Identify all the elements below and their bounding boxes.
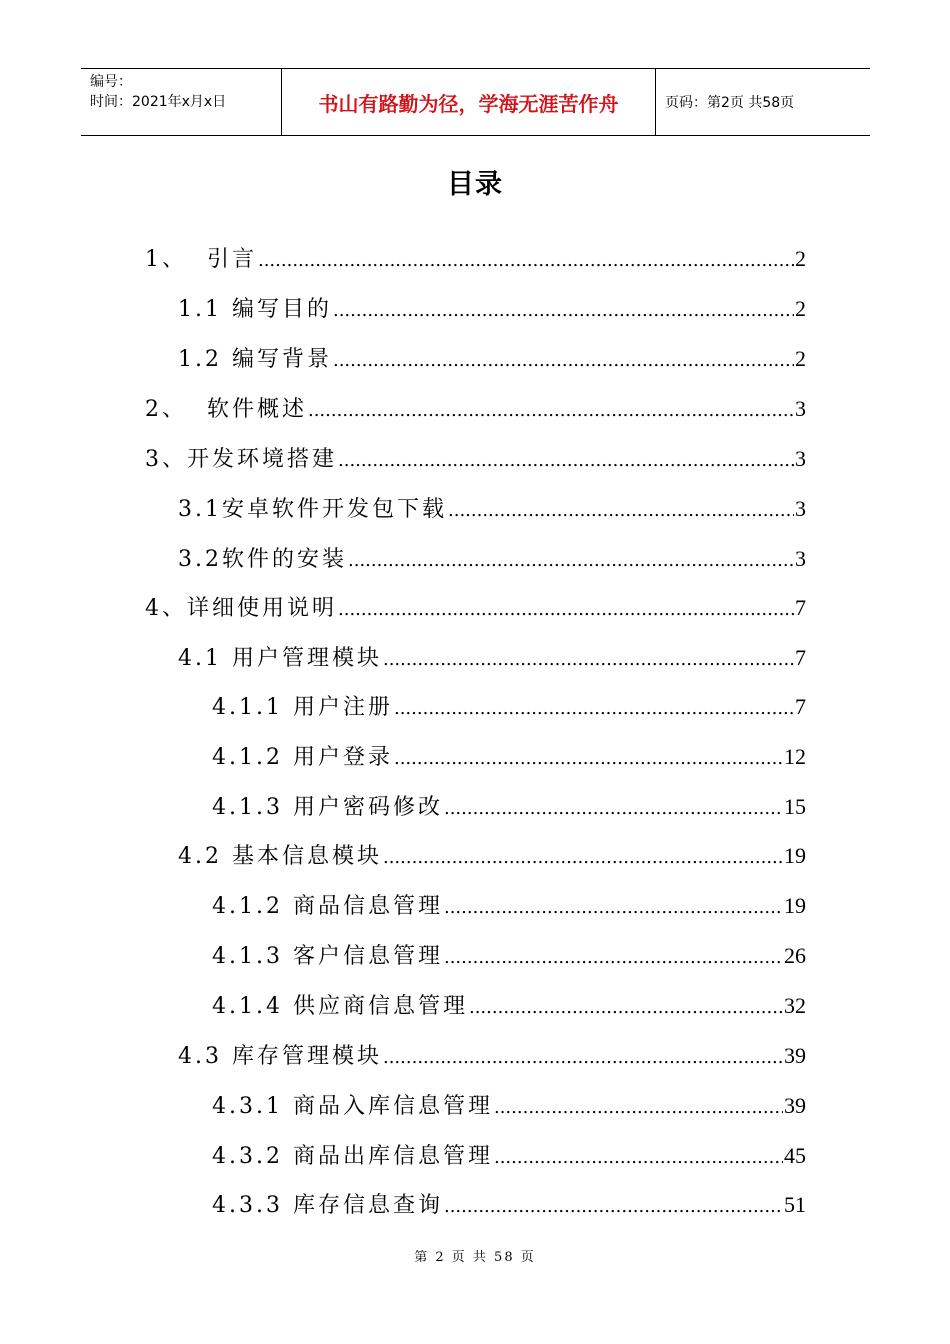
toc-entry-label: 4.3 库存管理模块 — [178, 1044, 382, 1069]
toc-leader — [469, 992, 783, 1023]
toc-entry-label: 4.1 用户管理模块 — [178, 646, 382, 671]
toc-entry-label: 4.1.2 商品信息管理 — [212, 894, 443, 919]
toc-entry-page: 19 — [784, 893, 806, 918]
toc-entry-page: 2 — [795, 296, 806, 321]
toc-leader — [383, 644, 794, 675]
toc-leader — [333, 295, 794, 326]
page-title: 目录 — [447, 169, 503, 200]
toc-entry[interactable] — [145, 444, 806, 474]
toc-entry-page: 26 — [784, 943, 806, 968]
toc-entry-label: 4.1.1 用户注册 — [212, 695, 393, 720]
toc-entry[interactable] — [178, 294, 806, 324]
document-number-label: 编号： — [90, 74, 132, 90]
toc-leader — [394, 743, 783, 774]
toc-entry-label: 4.2 基本信息模块 — [178, 844, 382, 869]
toc-entry[interactable] — [212, 692, 806, 722]
toc-entry-label: 3.1安卓软件开发包下载 — [178, 497, 447, 522]
toc-leader — [444, 892, 783, 923]
toc-entry[interactable] — [212, 1141, 806, 1171]
toc-entry-label: 4.1.3 客户信息管理 — [212, 944, 443, 969]
toc-entry-label: 4.3.2 商品出库信息管理 — [212, 1144, 493, 1169]
toc-leader — [308, 395, 794, 426]
toc-entry-label: 4.1.4 供应商信息管理 — [212, 994, 468, 1019]
toc-leader — [448, 495, 794, 526]
toc-entry-page: 7 — [795, 595, 806, 620]
toc-entry[interactable] — [212, 792, 806, 822]
toc-entry-page: 7 — [795, 645, 806, 670]
toc-entry[interactable] — [212, 891, 806, 921]
toc-entry[interactable] — [178, 643, 806, 673]
toc-entry-label: 4.3.1 商品入库信息管理 — [212, 1094, 493, 1119]
toc-entry[interactable] — [212, 1091, 806, 1121]
toc-entry[interactable] — [212, 742, 806, 772]
toc-leader — [494, 1142, 783, 1173]
toc-entry[interactable] — [212, 991, 806, 1021]
toc-entry[interactable] — [145, 244, 806, 274]
toc-leader — [444, 793, 783, 824]
toc-entry[interactable] — [178, 841, 806, 871]
toc-entry-label: 4.1.2 用户登录 — [212, 745, 393, 770]
toc-entry[interactable] — [178, 344, 806, 374]
toc-entry-page: 39 — [784, 1043, 806, 1068]
toc-entry-page: 3 — [795, 496, 806, 521]
toc-entry[interactable] — [145, 593, 806, 623]
header-page-info: 页码：第2页 共58页 — [665, 95, 795, 111]
toc-entry-page: 15 — [784, 794, 806, 819]
toc-leader — [444, 942, 783, 973]
toc-leader — [383, 842, 783, 873]
toc-entry-label: 3、开发环境搭建 — [145, 447, 337, 472]
toc-entry[interactable] — [178, 1041, 806, 1071]
toc-entry[interactable] — [178, 544, 806, 574]
toc-entry-page: 32 — [784, 993, 806, 1018]
toc-leader — [338, 445, 794, 476]
toc-leader — [333, 345, 794, 376]
toc-entry-page: 51 — [784, 1192, 806, 1217]
toc-entry[interactable] — [212, 1190, 806, 1220]
toc-entry-page: 3 — [795, 546, 806, 571]
toc-entry-label: 3.2软件的安装 — [178, 547, 347, 572]
toc-leader — [383, 1042, 783, 1073]
toc-entry-label: 1.2 编写背景 — [178, 347, 332, 372]
toc-leader — [394, 693, 794, 724]
toc-entry-label: 4.3.3 库存信息查询 — [212, 1193, 443, 1218]
toc-entry-page: 45 — [784, 1143, 806, 1168]
toc-entry-label: 1.1 编写目的 — [178, 297, 332, 322]
toc-entry-page: 39 — [784, 1093, 806, 1118]
header-motto: 书山有路勤为径，学海无涯苦作舟 — [282, 69, 656, 135]
toc-entry-label: 4.1.3 用户密码修改 — [212, 795, 443, 820]
toc-entry-label: 4、详细使用说明 — [145, 596, 337, 621]
toc-entry[interactable] — [212, 941, 806, 971]
toc-entry-page: 19 — [784, 843, 806, 868]
toc-leader — [444, 1191, 783, 1222]
toc-leader — [338, 594, 794, 625]
toc-leader — [258, 245, 794, 276]
toc-entry[interactable] — [178, 494, 806, 524]
toc-entry-page: 2 — [795, 246, 806, 271]
toc-entry[interactable] — [145, 394, 806, 424]
toc-entry-page: 3 — [795, 446, 806, 471]
toc-entry-label: 1、 引言 — [145, 247, 257, 272]
toc-entry-page: 2 — [795, 346, 806, 371]
toc-leader — [348, 545, 794, 576]
toc-entry-label: 2、 软件概述 — [145, 397, 307, 422]
toc-entry-page: 7 — [795, 694, 806, 719]
toc-entry-page: 3 — [795, 396, 806, 421]
toc-entry-page: 12 — [784, 744, 806, 769]
page-footer: 第 2 页 共 58 页 — [414, 1250, 536, 1265]
toc-leader — [494, 1092, 783, 1123]
document-time-label: 时间：2021年x月x日 — [90, 94, 227, 110]
